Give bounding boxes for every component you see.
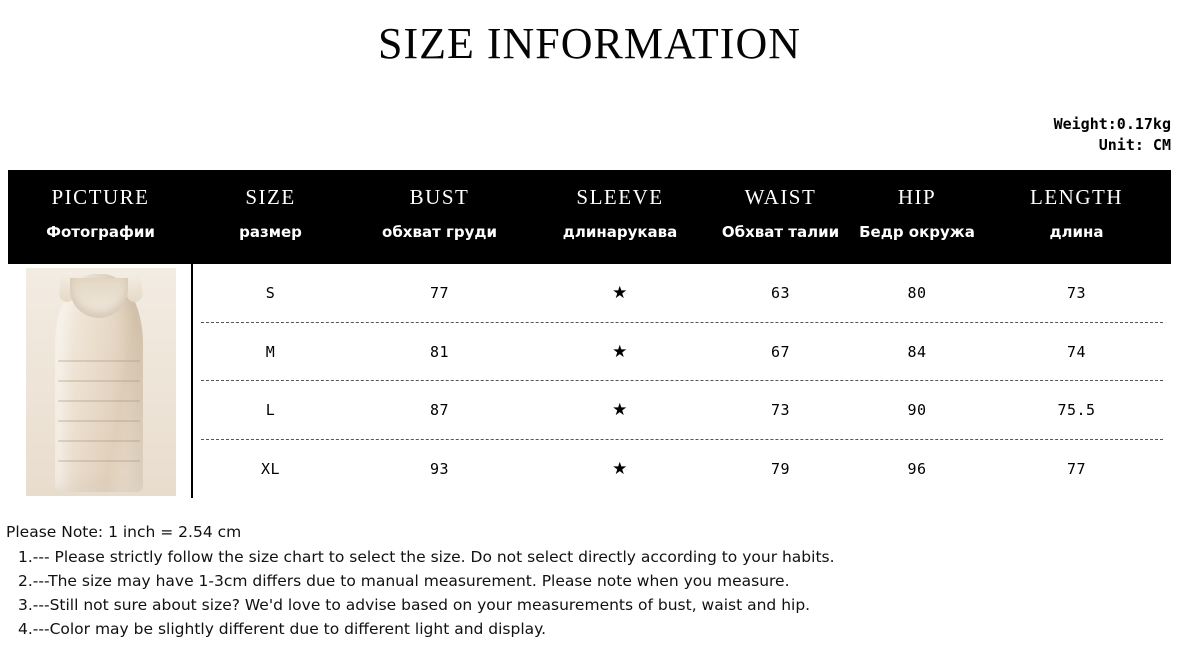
cell-waist: 63: [770, 284, 791, 303]
cell-size: XL: [260, 459, 281, 478]
cell-sleeve: ★: [612, 400, 628, 421]
cell-waist: 67: [770, 342, 791, 361]
header-sleeve-ru: длинарукава: [562, 223, 678, 241]
table-header-row-ru: [8, 210, 1171, 241]
note-line-3: 3.---Still not sure about size? We'd love to advise based on your measurements of bust, waist and hip.: [18, 596, 811, 614]
header-length-ru: длина: [1049, 223, 1104, 241]
cell-waist: 73: [770, 401, 791, 420]
table-header-band: [8, 170, 1171, 264]
cell-sleeve: ★: [612, 283, 628, 304]
header-hip-ru: Бедр окружа: [859, 223, 975, 241]
note-heading: Please Note: 1 inch = 2.54 cm: [6, 523, 242, 541]
weight-label: Weight:0.17kg: [1053, 115, 1171, 133]
header-sleeve-en: SLEEVE: [576, 185, 664, 209]
cell-size: S: [265, 284, 276, 303]
cell-size: M: [265, 342, 276, 361]
page-title: SIZE INFORMATION: [378, 19, 801, 68]
dress-illustration: [8, 264, 191, 498]
size-rows: [193, 264, 1171, 498]
table-row: [193, 264, 1171, 323]
cell-hip: 90: [907, 401, 927, 420]
header-bust-en: BUST: [409, 185, 470, 209]
cell-sleeve: ★: [612, 458, 628, 479]
cell-length: 74: [1066, 342, 1087, 361]
cell-bust: 81: [429, 342, 450, 361]
cell-waist: 79: [770, 459, 791, 478]
cell-hip: 80: [907, 284, 927, 303]
cell-size: L: [265, 401, 276, 420]
header-hip-en: HIP: [897, 185, 937, 209]
table-row: [193, 323, 1171, 382]
header-size-ru: размер: [239, 223, 302, 241]
cell-hip: 84: [907, 342, 927, 361]
cell-length: 77: [1066, 459, 1087, 478]
size-chart: [8, 170, 1171, 498]
note-line-2: 2.---The size may have 1-3cm differs due to manual measurement. Please note when you measure.: [18, 572, 790, 590]
meta-block: [1054, 114, 1171, 156]
cell-length: 73: [1066, 284, 1087, 303]
header-picture-en: PICTURE: [51, 185, 150, 209]
table-row: [193, 440, 1171, 499]
notes-block: [6, 520, 1166, 641]
product-picture-cell: [8, 264, 193, 498]
table-body: [8, 264, 1171, 498]
header-size-en: SIZE: [245, 185, 296, 209]
cell-length: 75.5: [1057, 401, 1096, 420]
note-line-1: 1.--- Please strictly follow the size chart to select the size. Do not select directly according to your habits.: [18, 548, 835, 566]
cell-bust: 87: [429, 401, 450, 420]
table-header-row-en: [8, 170, 1171, 210]
note-line-4: 4.---Color may be slightly different due to different light and display.: [18, 620, 547, 638]
cell-hip: 96: [907, 459, 927, 478]
header-bust-ru: обхват груди: [382, 223, 497, 241]
header-picture-ru: Фотографии: [46, 223, 155, 241]
header-waist-en: WAIST: [744, 185, 817, 209]
cell-sleeve: ★: [612, 341, 628, 362]
table-row: [193, 381, 1171, 440]
unit-label: Unit: CM: [1098, 136, 1171, 154]
cell-bust: 93: [429, 459, 450, 478]
header-length-en: LENGTH: [1030, 185, 1123, 209]
cell-bust: 77: [429, 284, 450, 303]
header-waist-ru: Обхват талии: [721, 223, 840, 241]
